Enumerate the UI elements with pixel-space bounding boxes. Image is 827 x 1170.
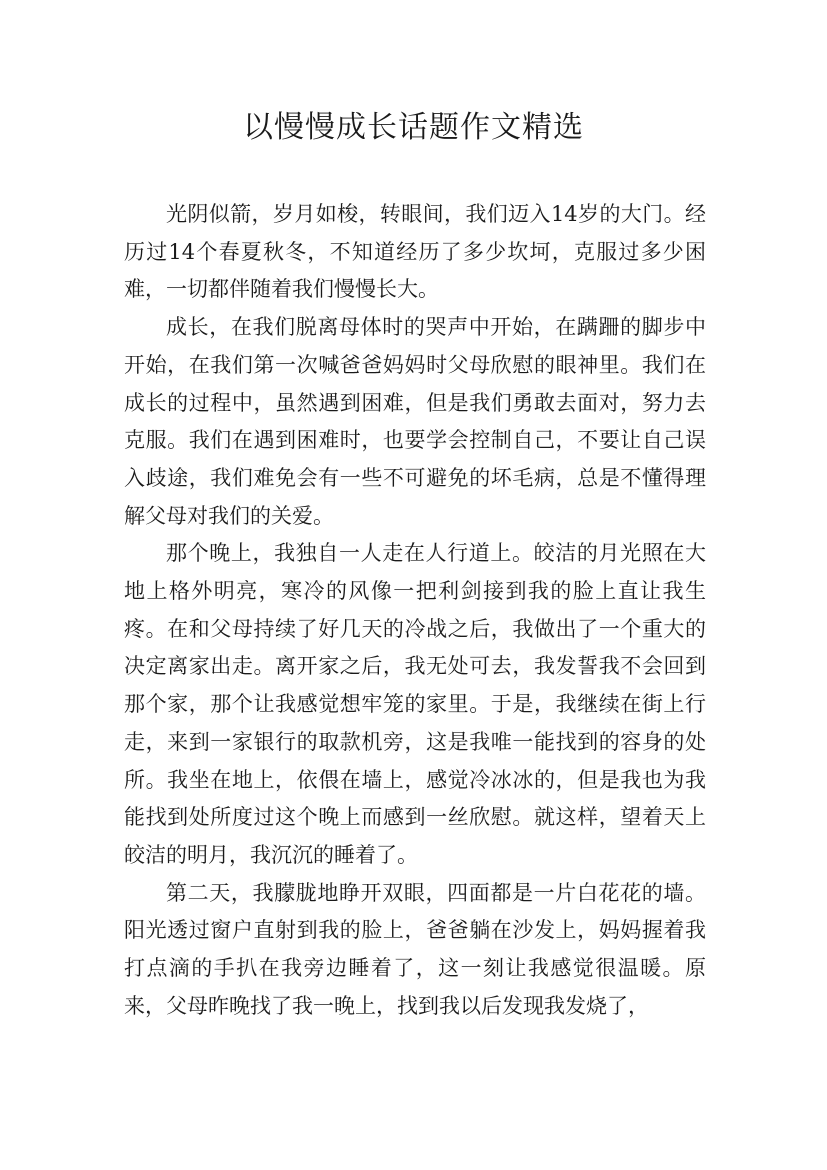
document-body — [124, 196, 706, 1025]
document-title: 以慢慢成长话题作文精选 — [243, 110, 584, 145]
paragraph-3: 那个晚上，我独自一人走在人行道上。皎洁的月光照在大地上格外明亮，寒冷的风像一把利剑接到我的脸上直让我生疼。在和父母持续了好几天的冷战之后，我做出了一个重大的决定离家出走。离开家之后，我无处可去，我发誓我不会回到那个家，那个让我感觉想牢笼的家里。于是，我继续在街上行走，来到一家银行的取款机旁，这是我唯一能找到的容身的处所。我坐在地上，依偎在墙上，感觉冷冰冰的，但是我也为我能找到处所度过这个晚上而感到一丝欣慰。就这样，望着天上皎洁的明月，我沉沉的睡着了。 — [124, 541, 706, 867]
paragraph-4: 第二天，我朦胧地睁开双眼，四面都是一片白花花的墙。阳光透过窗户直射到我的脸上，爸爸躺在沙发上，妈妈握着我打点滴的手扒在我旁边睡着了，这一刻让我感觉很温暖。原来，父母昨晚找了我一晚上，找到我以后发现我发烧了， — [124, 880, 706, 1018]
paragraph-1: 光阴似箭，岁月如梭，转眼间，我们迈入14岁的大门。经历过14个春夏秋冬，不知道经历了多少坎坷，克服过多少困难，一切都伴随着我们慢慢长大。 — [124, 202, 706, 302]
paragraph-2: 成长，在我们脱离母体时的哭声中开始，在蹒跚的脚步中开始，在我们第一次喊爸爸妈妈时父母欣慰的眼神里。我们在成长的过程中，虽然遇到困难，但是我们勇敢去面对，努力去克服。我们在遇到困难时，也要学会控制自己，不要让自己误入歧途，我们难免会有一些不可避免的坏毛病，总是不懂得理解父母对我们的关爱。 — [124, 315, 706, 528]
